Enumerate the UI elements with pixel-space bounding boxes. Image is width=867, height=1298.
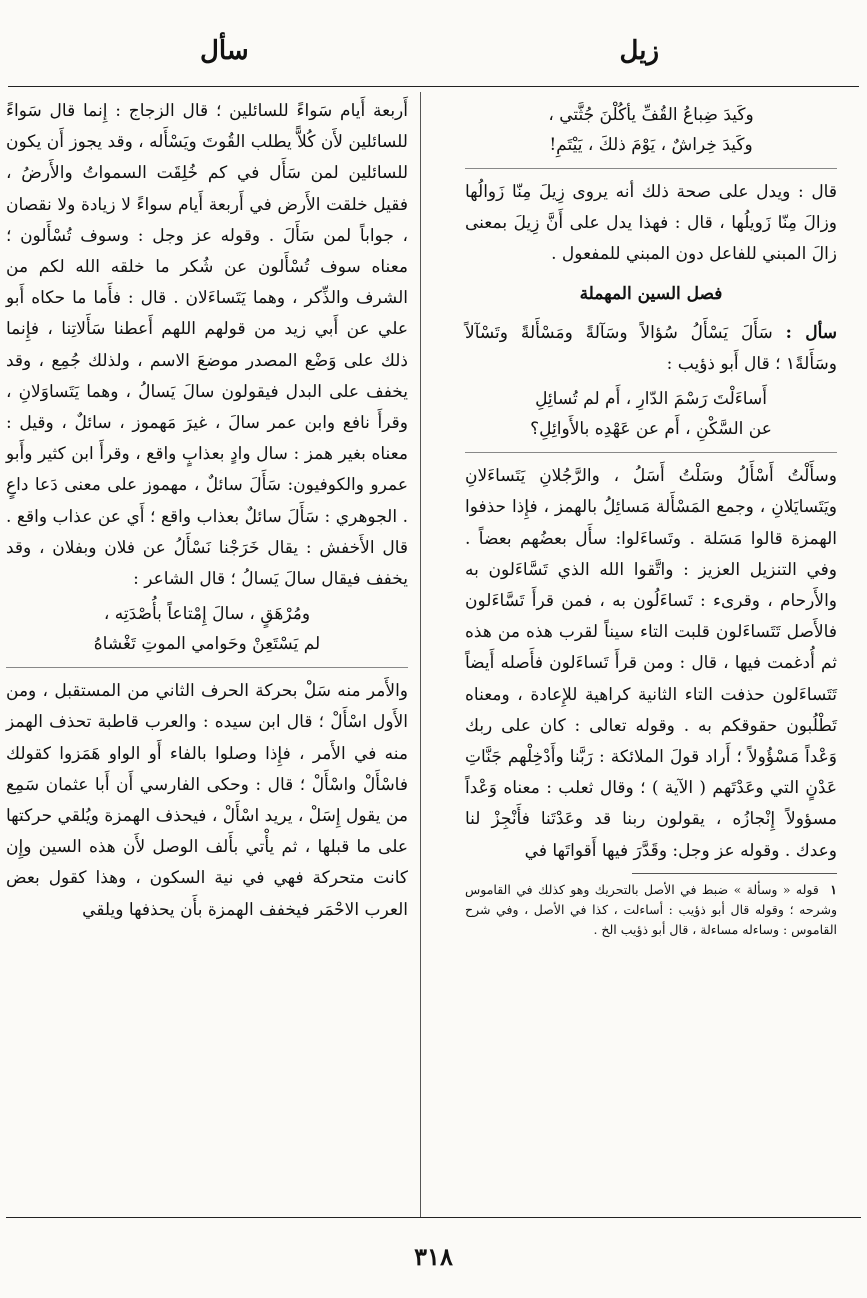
verse-line: لم يَسْتَعِنْ وحَوامي الموتِ تَغْشاهُ [93, 634, 321, 655]
headword: سأل : [785, 322, 837, 343]
paragraph: والأَمر منه سَلْ بحركة الحرف الثاني من المستقبل ، ومن الأَول اسْأَلْ ؛ قال ابن سيده : والعرب قاطبة تحذف الهمز منه في الأَمر ، فإِذا وصلوا بالفاء أَو الواو هَمَزوا كقولك فاسْأَلْ واسْأَلْ ؛ قال : وحكى الفارسي أَن أَبا عثمان سَمِع من يقول إِسَلْ ، يريد اسْأَلْ ، فيحذف الهمزة ويُلقي حركتها على ما قبلها ، ثم يأْتي بأَلف الوصل لأَن هذه السين وإِن كانت متحركة فهي في نية السكون ، وهذا كقول بعض العرب الاحْمَر فيخفف الهمزة بأَن يحذفها ويلقي [6, 681, 408, 920]
footer-rule [6, 1217, 861, 1218]
verse-line: ومُرْهَقٍ ، سالَ إِمْتاعاً بأُصْدَتِه ، [103, 604, 311, 625]
separator-line [465, 452, 837, 453]
verse-block [6, 599, 408, 659]
column-divider [420, 92, 421, 1218]
left-column [6, 96, 408, 926]
page-number: ٣١٨ [414, 1242, 453, 1271]
verse-block [465, 384, 837, 444]
header-rule [8, 86, 859, 87]
verse-line: عن السَّكْنِ ، أَم عن عَهْدِه بالأَوائِلِ؟ [530, 419, 772, 440]
footnote-text: قوله « وسألة » ضبط في الأصل بالتحريك وهو كذلك في القاموس وشرحه ؛ وقوله قال أبو ذؤيب : أساءلت ، كذا في الأصل ، وفي شرح القاموس : وساءله مساءلة ، قال أبو ذؤيب الخ . [465, 881, 837, 937]
right-column [465, 96, 837, 940]
entry-intro: سَأَلَ يَسْأَلُ سُؤالاً وسَآلةً ومَسْأَلةً وتَسْآلاً وسَأَلةً١ ؛ قال أَبو ذؤيب : [465, 322, 837, 375]
footnote [465, 880, 837, 940]
separator-line [465, 168, 837, 169]
verse-line: وكَيدَ ضِباعُ القُفِّ يأكُلْنَ جُثَّتي ، [548, 105, 754, 125]
paragraph: أَربعة أَيام سَواءً للسائلين ؛ قال الزجاج : إِنما قال سَواءً للسائلين لأَن كُلاًّ يطلب القُوتَ ويَسْأَله ، وقد يجوز أَن يكون للسائلين لمن سَأَل في كم خُلِقَت السمواتُ والأَرضُ ، فقيل خلقت الأَرض في أَربعة أَيام سواءً لا زيادة ولا نقصان ، جواباً لمن سَأَلَ . وقوله عز وجل : وسوف تُسْأَلون ؛ معناه سوف تُسْأَلون عن شُكر ما خلقه الله لكم من الشرف والذِّكر ، وهما يَتَساءَلان . قال : فأَما ما حكاه أَبو علي عن أَبي زيد من قولهم اللهم أَعطنا سَأَلاتِنا ، فإِنما ذلك على وَضْع المصدر موضعَ الاسم ، ولذلك جُمِع ، وقد يخفف على البدل فيقولون سالَ يَسالُ ، وهما يَتَساوَلانِ ، وقرأَ نافع وابن عمر سالَ ، غيرَ مَهموز ، سائلٌ ، وقيل : معناه بغير همز : سال وادٍ بعذابٍ واقع ، وقرأَ ابن كثير وأَبو عمرو والكوفيون: سَأَلَ سائلٌ ، مهموز على معنى دَعا داعٍ . الجوهري : سَأَلَ سائلٌ بعذاب واقع ؛ أَي عن عذاب واقع . قال الأَخفش : يقال خَرَجْنا نَسْأَلُ عن فلان وبفلان ، وقد يخفف فيقال سالَ يَسالُ ؛ قال الشاعر : [6, 101, 408, 590]
verse-line: وكَيدَ خِراشٌ ، يَوْمَ ذلكَ ، يَيْتَمِ! [549, 135, 753, 155]
entry-paragraph [465, 318, 837, 380]
separator-line [6, 667, 408, 668]
footnote-rule [632, 873, 837, 874]
running-head-right: زيل [619, 36, 659, 66]
paragraph: وسأَلْتُ أَسْأَلُ وسَلْتُ أَسَلُ ، والرَّجُلانِ يَتَساءَلانِ ويَتَسايَلانِ ، وجمع المَسْأَلة مَسائِلُ بالهمز ، فإِذا حذفوا الهمزة قالوا مَسَلة . وتَساءَلوا: سأَل بعضُهم بعضاً . وفي التنزيل العزيز : واتَّقوا الله الذي تَسَّاءَلون به والأَرحام ، وقرىء : تَساءَلُون به ، فمن قرأَ تَسَّاءَلون فالأَصل تَتَساءَلون قلبت التاء سيناً لقرب هذه من هذه ثم أُدغمت فيها ، قال : ومن قرأَ تَساءَلون فأَصله أَيضاً تَتَساءَلون حذفت التاء الثانية كراهية للإِعادة ، ومعناه تَطْلُبون حقوقكم به . وقوله تعالى : كان على ربك وَعْداً مَسْؤُولاً ؛ أَراد قولَ الملائكة : رَبَّنا وأَدْخِلْهم جَنَّاتِ عَدْنٍ التي وعَدْتَهم ( الآية ) ؛ وقال ثعلب : معناه وَعْداً مسؤولاً إِنْجازُه ، يقولون ربنا قد وعَدْتَنا فأَنْجِزْ لنا وعدك . وقوله عز وجل: وقَدَّرَ فيها أَقواتَها في [465, 466, 837, 861]
section-title: فصل السين المهملة [579, 283, 723, 304]
running-head-left: سأل [200, 36, 249, 66]
verse-line: أَساءَلْتَ رَسْمَ الدّارِ ، أَم لم تُسائِلِ [535, 389, 767, 410]
footnote-number: ١ [830, 881, 837, 897]
verse-block [465, 100, 837, 160]
paragraph: قال : ويدل على صحة ذلك أنه يروى زِيلَ مِنّا زَوالُها وزالَ مِنّا زَويلُها ، قال : فهذا يدل على أَنَّ زِيلَ بمعنى زالَ المبني للفاعل دون المبني للمفعول . [465, 182, 837, 265]
